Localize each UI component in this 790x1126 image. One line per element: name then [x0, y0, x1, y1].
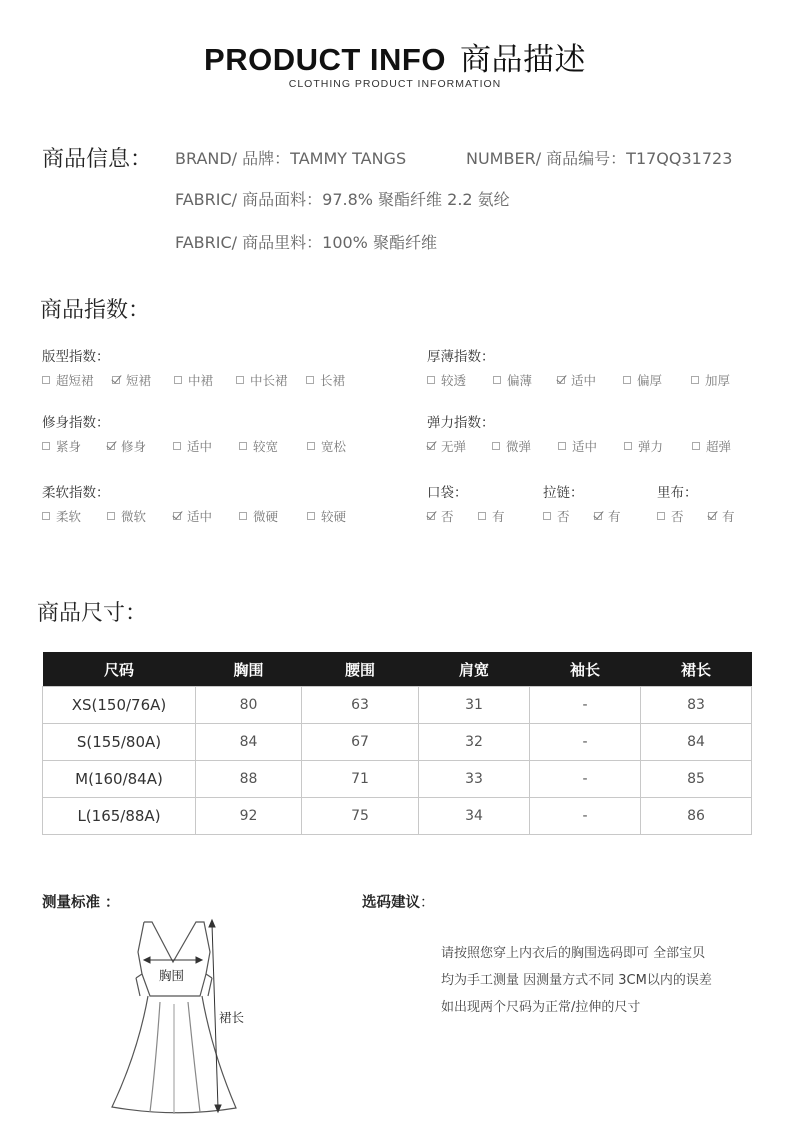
- size-table: [42, 652, 752, 835]
- index-option: [427, 371, 466, 389]
- index-option-label: 无弹: [441, 439, 467, 454]
- table-row: [43, 761, 752, 798]
- length-label: 裙长: [219, 1010, 245, 1025]
- index-option: [691, 371, 730, 389]
- page-subtitle: CLOTHING PRODUCT INFORMATION: [288, 78, 502, 90]
- index-option: [173, 507, 212, 525]
- index-option-label: 微软: [121, 509, 147, 524]
- table-cell: 88: [196, 761, 302, 798]
- table-cell: -: [530, 687, 641, 724]
- fabric-face-text: FABRIC/ 商品面料：97.8% 聚酯纤维 2.2 氨纶: [175, 190, 510, 209]
- unchecked-box-icon: [174, 376, 182, 384]
- info-heading: 商品信息：: [42, 147, 153, 172]
- unchecked-box-icon: [173, 442, 181, 450]
- title-cn: 商品描述: [459, 42, 586, 77]
- table-cell: 86: [641, 798, 752, 835]
- checked-box-icon: [427, 512, 435, 520]
- index-option-label: 较透: [441, 373, 467, 388]
- table-cell: 34: [419, 798, 530, 835]
- index-option-label: 适中: [572, 439, 598, 454]
- index-option: [42, 371, 94, 389]
- index-option-label: 加厚: [705, 373, 731, 388]
- unchecked-box-icon: [558, 442, 566, 450]
- table-cell: 32: [419, 724, 530, 761]
- table-cell: 84: [196, 724, 302, 761]
- checked-box-icon: [557, 376, 565, 384]
- index-option: [239, 507, 278, 525]
- table-row: [43, 798, 752, 835]
- index-option-label: 偏厚: [637, 373, 663, 388]
- index-option: [107, 437, 146, 455]
- unchecked-box-icon: [107, 512, 115, 520]
- advice-text: [441, 940, 712, 1021]
- index-option: [42, 437, 81, 455]
- table-cell: XS(150/76A): [43, 687, 196, 724]
- table-cell: L(165/88A): [43, 798, 196, 835]
- unchecked-box-icon: [42, 376, 50, 384]
- index-option-label: 否: [671, 509, 684, 524]
- col-header: 腰围: [302, 652, 419, 687]
- index-option: [236, 371, 288, 389]
- index-option-label: 修身: [121, 439, 147, 454]
- advice-line: 请按照您穿上内衣后的胸围选码即可 全部宝贝: [441, 946, 706, 961]
- unchecked-box-icon: [307, 512, 315, 520]
- index-option-label: 微硬: [253, 509, 279, 524]
- table-cell: 80: [196, 687, 302, 724]
- table-cell: 85: [641, 761, 752, 798]
- unchecked-box-icon: [623, 376, 631, 384]
- index-label: 弹力指数：: [427, 415, 495, 431]
- index-option: [239, 437, 278, 455]
- index-option-label: 长裙: [320, 373, 346, 388]
- unchecked-box-icon: [493, 376, 501, 384]
- table-cell: 67: [302, 724, 419, 761]
- index-option: [493, 371, 532, 389]
- index-option: [306, 371, 345, 389]
- fabric-lining-text: FABRIC/ 商品里料：100% 聚酯纤维: [175, 233, 437, 252]
- index-option-label: 较宽: [253, 439, 279, 454]
- index-option-label: 否: [557, 509, 570, 524]
- index-option-label: 微弹: [506, 439, 532, 454]
- index-option-label: 有: [492, 509, 505, 524]
- unchecked-box-icon: [307, 442, 315, 450]
- index-option-label: 适中: [187, 509, 213, 524]
- index-option-label: 超弹: [706, 439, 732, 454]
- index-option: [174, 371, 213, 389]
- index-option-label: 短裙: [126, 373, 152, 388]
- index-option-label: 超短裙: [56, 373, 94, 388]
- title-en: PRODUCT INFO: [204, 42, 446, 77]
- unchecked-box-icon: [692, 442, 700, 450]
- index-option: [692, 437, 731, 455]
- table-cell: 75: [302, 798, 419, 835]
- index-option: [543, 507, 570, 525]
- index-label: 修身指数：: [42, 415, 110, 431]
- index-option-label: 宽松: [321, 439, 347, 454]
- table-row: [43, 724, 752, 761]
- index-option-label: 紧身: [56, 439, 82, 454]
- brand-text: BRAND/ 品牌：TAMMY TANGS: [175, 149, 407, 168]
- index-option-label: 适中: [571, 373, 597, 388]
- checked-box-icon: [112, 376, 120, 384]
- table-row: [43, 687, 752, 724]
- index-option: [478, 507, 505, 525]
- unchecked-box-icon: [624, 442, 632, 450]
- chest-label: 胸围: [159, 968, 185, 983]
- index-option-label: 较硬: [321, 509, 347, 524]
- unchecked-box-icon: [42, 442, 50, 450]
- table-cell: -: [530, 724, 641, 761]
- unchecked-box-icon: [236, 376, 244, 384]
- table-cell: 71: [302, 761, 419, 798]
- index-option-label: 偏薄: [507, 373, 533, 388]
- table-cell: -: [530, 761, 641, 798]
- page-title: [0, 34, 790, 79]
- index-option: [594, 507, 621, 525]
- index-label: 柔软指数：: [42, 485, 110, 501]
- index-heading: 商品指数：: [40, 298, 151, 323]
- index-option-label: 弹力: [638, 439, 664, 454]
- index-option: [492, 437, 531, 455]
- unchecked-box-icon: [543, 512, 551, 520]
- table-cell: 92: [196, 798, 302, 835]
- index-option-label: 柔软: [56, 509, 82, 524]
- index-option-label: 有: [722, 509, 735, 524]
- unchecked-box-icon: [691, 376, 699, 384]
- index-label: 厚薄指数：: [427, 349, 495, 365]
- col-header: 尺码: [43, 652, 196, 687]
- index-label: 口袋：: [427, 485, 468, 501]
- index-label: 版型指数：: [42, 349, 110, 365]
- table-cell: S(155/80A): [43, 724, 196, 761]
- index-option: [173, 437, 212, 455]
- index-option: [112, 371, 151, 389]
- index-option: [624, 437, 663, 455]
- index-option-label: 否: [441, 509, 454, 524]
- size-table-header: [43, 652, 752, 687]
- advice-heading-colon: ：: [420, 895, 435, 911]
- table-cell: 33: [419, 761, 530, 798]
- col-header: 袖长: [530, 652, 641, 687]
- table-cell: 63: [302, 687, 419, 724]
- index-option-label: 适中: [187, 439, 213, 454]
- index-option-label: 中长裙: [250, 373, 288, 388]
- checked-box-icon: [107, 442, 115, 450]
- index-option: [427, 437, 466, 455]
- index-option-label: 有: [608, 509, 621, 524]
- index-option: [557, 371, 596, 389]
- index-option: [708, 507, 735, 525]
- col-header: 裙长: [641, 652, 752, 687]
- unchecked-box-icon: [478, 512, 486, 520]
- unchecked-box-icon: [657, 512, 665, 520]
- unchecked-box-icon: [239, 442, 247, 450]
- advice-heading-text: 选码建议: [362, 895, 420, 911]
- number-text: NUMBER/ 商品编号：T17QQ31723: [466, 149, 733, 168]
- col-header: 肩宽: [419, 652, 530, 687]
- table-cell: 84: [641, 724, 752, 761]
- index-option: [427, 507, 454, 525]
- index-option-label: 中裙: [188, 373, 214, 388]
- index-option: [558, 437, 597, 455]
- unchecked-box-icon: [427, 376, 435, 384]
- unchecked-box-icon: [306, 376, 314, 384]
- table-cell: -: [530, 798, 641, 835]
- checked-box-icon: [427, 442, 435, 450]
- index-option: [307, 437, 346, 455]
- index-option: [657, 507, 684, 525]
- index-label: 拉链：: [543, 485, 584, 501]
- advice-heading: [362, 891, 435, 912]
- checked-box-icon: [594, 512, 602, 520]
- table-cell: M(160/84A): [43, 761, 196, 798]
- index-label: 里布：: [657, 485, 698, 501]
- index-option: [307, 507, 346, 525]
- table-cell: 31: [419, 687, 530, 724]
- index-option: [623, 371, 662, 389]
- table-cell: 83: [641, 687, 752, 724]
- unchecked-box-icon: [492, 442, 500, 450]
- unchecked-box-icon: [239, 512, 247, 520]
- col-header: 胸围: [196, 652, 302, 687]
- checked-box-icon: [173, 512, 181, 520]
- index-option: [107, 507, 146, 525]
- advice-line: 如出现两个尺码为正常/拉伸的尺寸: [441, 1000, 641, 1015]
- measure-heading: 测量标准 ：: [42, 895, 120, 911]
- unchecked-box-icon: [42, 512, 50, 520]
- checked-box-icon: [708, 512, 716, 520]
- advice-line: 均为手工测量 因测量方式不同 3CM以内的误差: [441, 973, 712, 988]
- index-option: [42, 507, 81, 525]
- size-heading: 商品尺寸：: [37, 601, 148, 626]
